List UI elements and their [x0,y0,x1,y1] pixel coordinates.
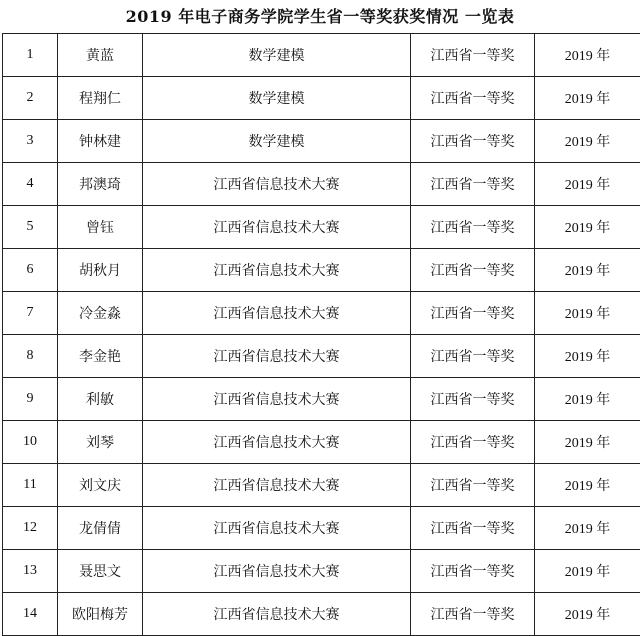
competition-cell: 江西省信息技术大赛 [143,593,411,636]
row-number-cell: 1 [3,34,58,77]
award-table [2,33,640,636]
year-cell: 2019 年 [535,464,640,507]
competition-cell: 江西省信息技术大赛 [143,464,411,507]
student-name-cell: 黄蓝 [58,34,143,77]
award-level-cell: 江西省一等奖 [411,593,535,636]
year-cell: 2019 年 [535,593,640,636]
table-row [3,335,640,378]
year-cell: 2019 年 [535,249,640,292]
table-row [3,464,640,507]
award-level-cell: 江西省一等奖 [411,550,535,593]
award-level-cell: 江西省一等奖 [411,120,535,163]
award-level-cell: 江西省一等奖 [411,421,535,464]
row-number-cell: 2 [3,77,58,120]
table-row [3,378,640,421]
document-title: 2019 年电子商务学院学生省一等奖获奖情况 一览表 [125,7,515,26]
table-row [3,507,640,550]
award-level-cell: 江西省一等奖 [411,464,535,507]
table-row [3,163,640,206]
award-level-cell: 江西省一等奖 [411,206,535,249]
competition-cell: 江西省信息技术大赛 [143,507,411,550]
table-row [3,34,640,77]
row-number-cell: 5 [3,206,58,249]
row-number-cell: 10 [3,421,58,464]
competition-cell: 江西省信息技术大赛 [143,421,411,464]
competition-cell: 数学建模 [143,120,411,163]
student-name-cell: 曾钰 [58,206,143,249]
table-row [3,206,640,249]
row-number-cell: 7 [3,292,58,335]
student-name-cell: 钟林建 [58,120,143,163]
award-level-cell: 江西省一等奖 [411,34,535,77]
year-cell: 2019 年 [535,507,640,550]
student-name-cell: 刘文庆 [58,464,143,507]
student-name-cell: 刘琴 [58,421,143,464]
competition-cell: 江西省信息技术大赛 [143,163,411,206]
row-number-cell: 14 [3,593,58,636]
award-level-cell: 江西省一等奖 [411,292,535,335]
competition-cell: 江西省信息技术大赛 [143,206,411,249]
row-number-cell: 9 [3,378,58,421]
student-name-cell: 龙倩倩 [58,507,143,550]
student-name-cell: 聂思文 [58,550,143,593]
year-cell: 2019 年 [535,77,640,120]
student-name-cell: 程翔仁 [58,77,143,120]
award-level-cell: 江西省一等奖 [411,163,535,206]
student-name-cell: 欧阳梅芳 [58,593,143,636]
student-name-cell: 李金艳 [58,335,143,378]
year-cell: 2019 年 [535,206,640,249]
year-cell: 2019 年 [535,163,640,206]
row-number-cell: 12 [3,507,58,550]
competition-cell: 江西省信息技术大赛 [143,249,411,292]
competition-cell: 江西省信息技术大赛 [143,292,411,335]
table-row [3,77,640,120]
competition-cell: 数学建模 [143,34,411,77]
year-cell: 2019 年 [535,292,640,335]
table-row [3,550,640,593]
row-number-cell: 3 [3,120,58,163]
award-level-cell: 江西省一等奖 [411,249,535,292]
competition-cell: 江西省信息技术大赛 [143,378,411,421]
award-level-cell: 江西省一等奖 [411,77,535,120]
award-level-cell: 江西省一等奖 [411,507,535,550]
student-name-cell: 冷金淼 [58,292,143,335]
year-cell: 2019 年 [535,34,640,77]
row-number-cell: 4 [3,163,58,206]
row-number-cell: 8 [3,335,58,378]
row-number-cell: 13 [3,550,58,593]
row-number-cell: 11 [3,464,58,507]
year-cell: 2019 年 [535,335,640,378]
competition-cell: 江西省信息技术大赛 [143,335,411,378]
year-cell: 2019 年 [535,421,640,464]
year-cell: 2019 年 [535,378,640,421]
student-name-cell: 利敏 [58,378,143,421]
student-name-cell: 胡秋月 [58,249,143,292]
table-row [3,421,640,464]
table-row [3,249,640,292]
year-cell: 2019 年 [535,120,640,163]
competition-cell: 数学建模 [143,77,411,120]
table-row [3,593,640,636]
table-row [3,292,640,335]
year-cell: 2019 年 [535,550,640,593]
table-row [3,120,640,163]
award-level-cell: 江西省一等奖 [411,378,535,421]
award-level-cell: 江西省一等奖 [411,335,535,378]
competition-cell: 江西省信息技术大赛 [143,550,411,593]
student-name-cell: 邦澳琦 [58,163,143,206]
row-number-cell: 6 [3,249,58,292]
